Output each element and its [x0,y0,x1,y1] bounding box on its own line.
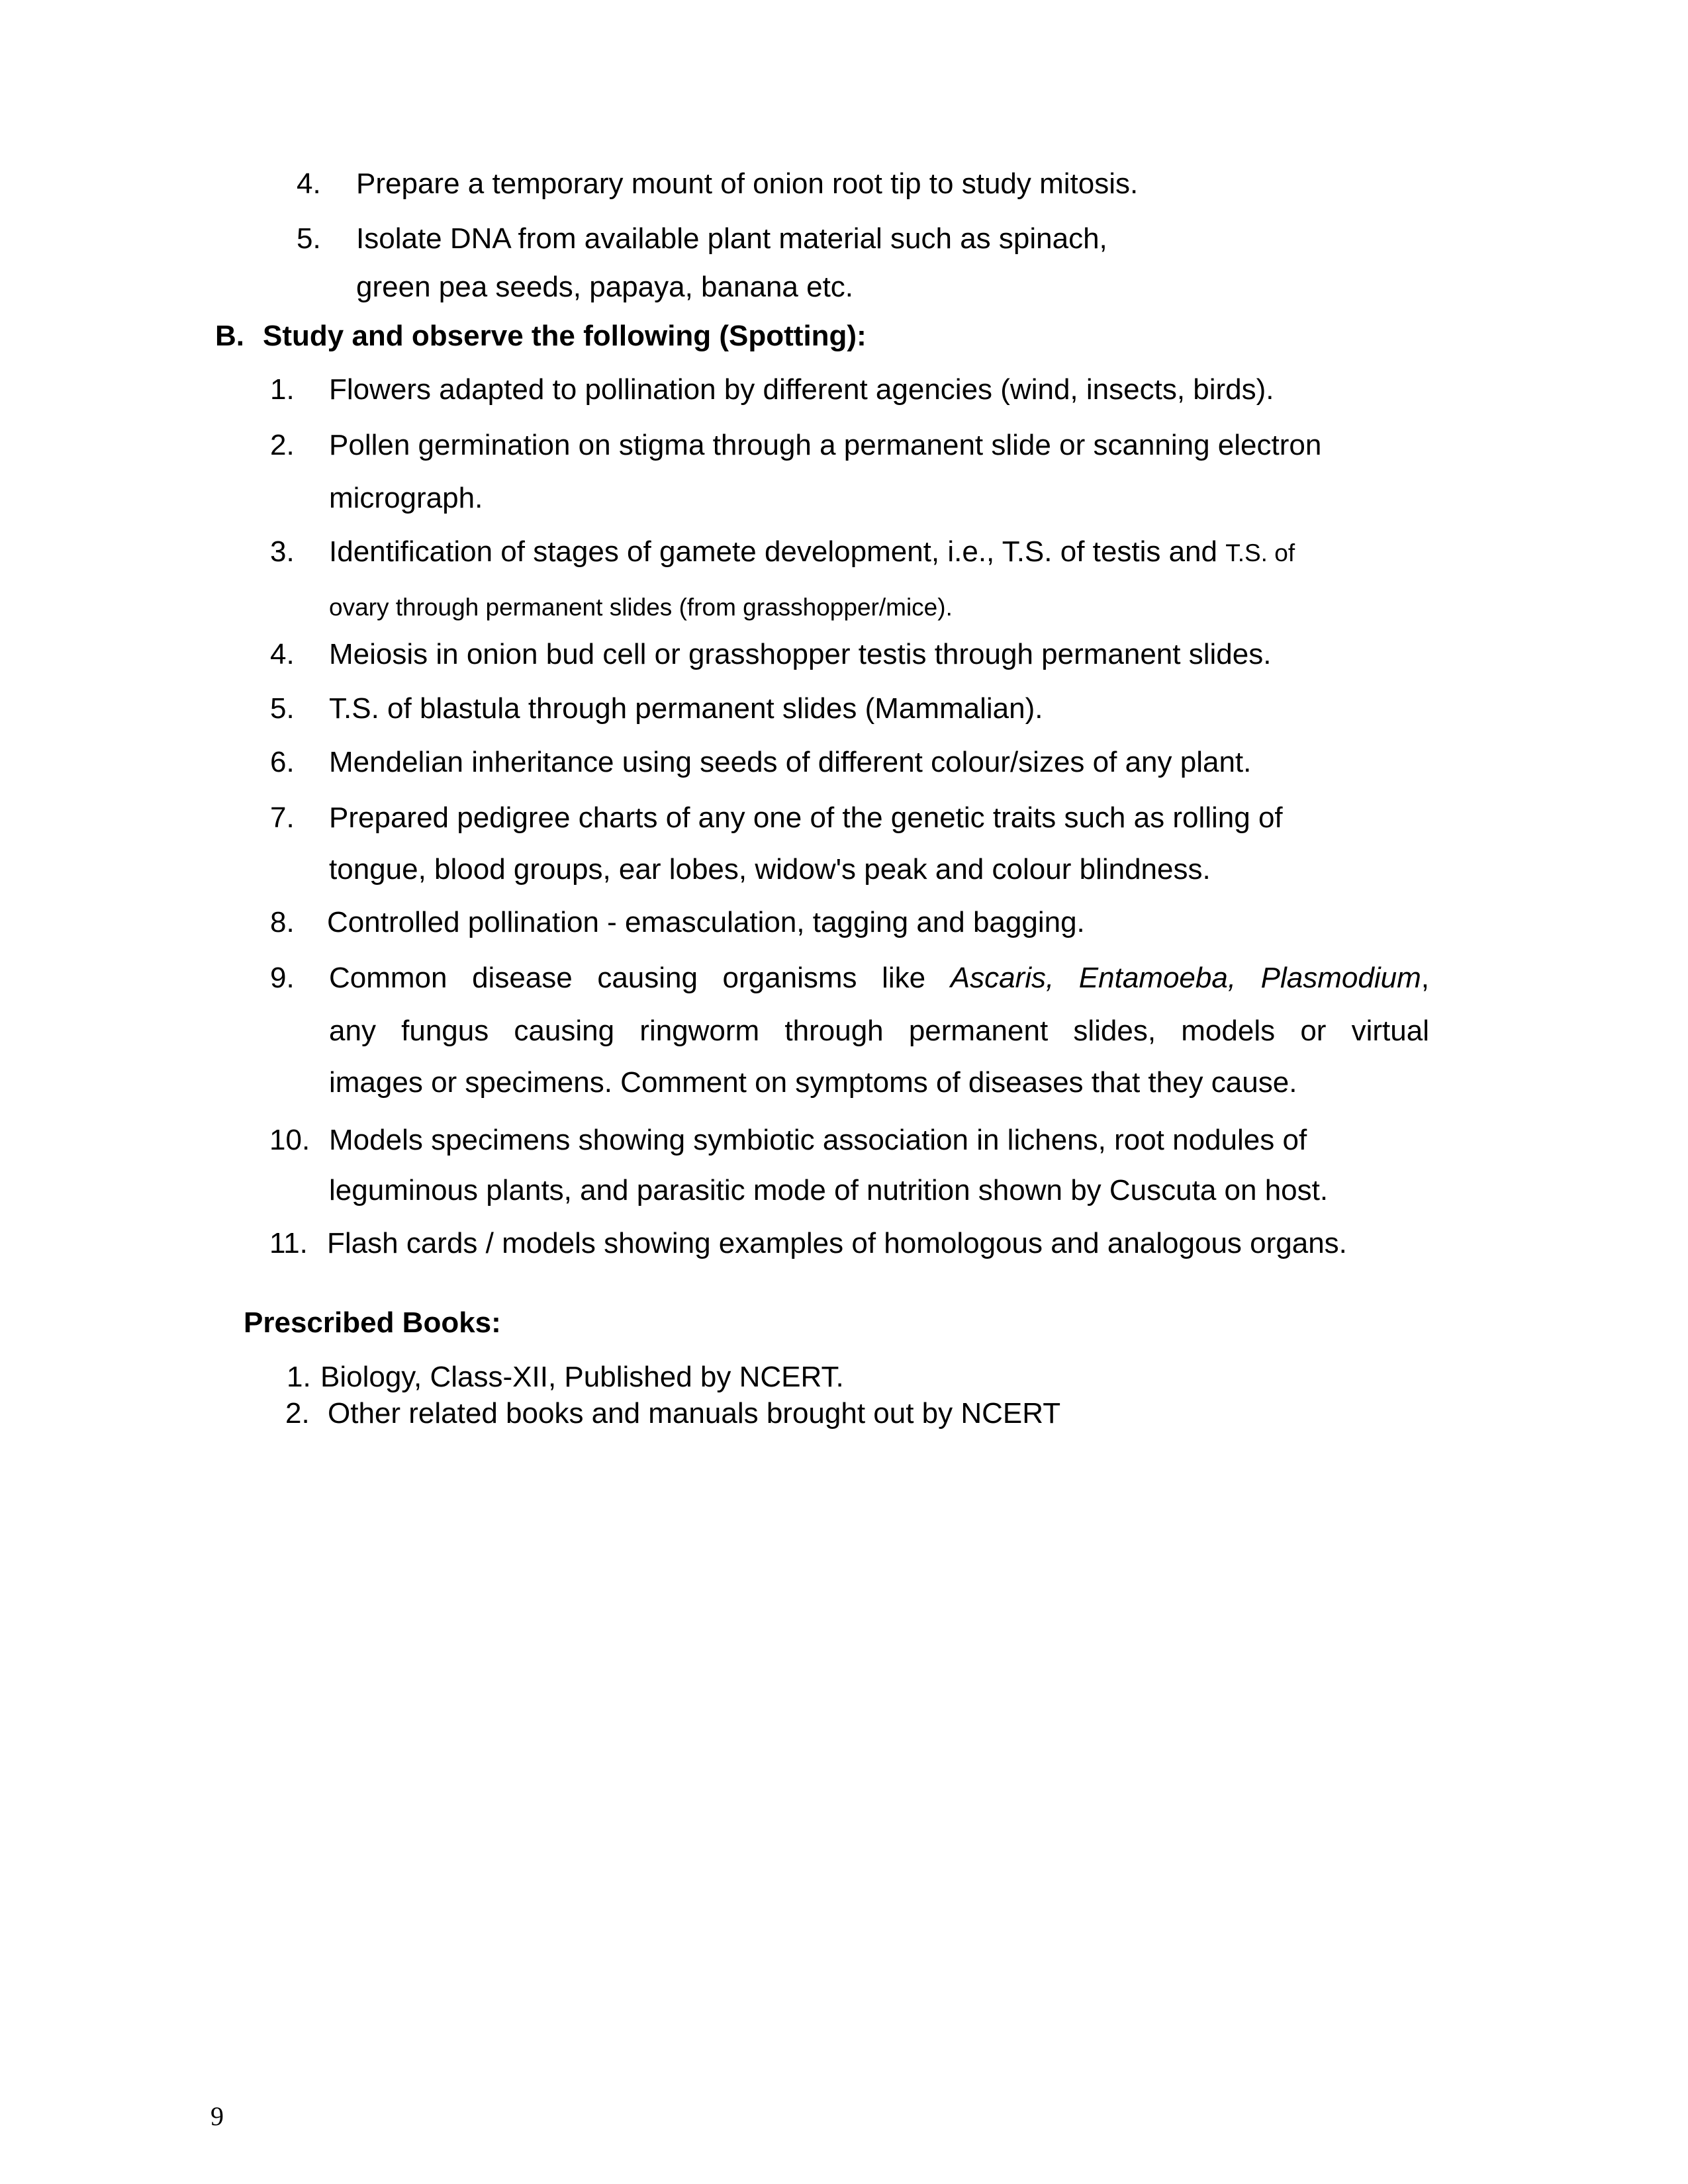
item-number: 5. [297,222,321,255]
item-number: 7. [270,801,295,834]
item-text: Mendelian inheritance using seeds of different colour/sizes of any plant. [329,746,1252,778]
organism-ascaris: Ascaris, [950,962,1055,994]
page-number: 9 [211,2101,224,2131]
item-text-suffix: , [1421,962,1429,994]
item-number: 10. [269,1124,310,1156]
item-number: 2. [270,429,295,461]
book-title: Other related books and manuals brought out by NCERT [328,1397,1061,1430]
item-number: 6. [270,746,295,778]
book-title: Biology, Class-XII, Published by NCERT. [320,1361,844,1393]
item-text-prefix: Common disease causing organisms like [329,962,926,994]
item-number: 11. [269,1227,308,1259]
book-number: 1. [287,1361,311,1393]
item-text-main: Identification of stages of gamete development, i.e., T.S. of testis and [329,535,1217,568]
item-text-line-1 [329,537,1295,568]
item-text-line-1 [329,964,1429,993]
item-text-line-2: any fungus causing ringworm through permanent slides, models or virtual [329,1015,1429,1047]
item-number: 8. [270,906,295,938]
organism-plasmodium: Plasmodium [1260,962,1421,994]
item-number: 3. [270,535,295,568]
item-text-line-2: micrograph. [329,482,483,514]
item-text-small-tail: T.S. of [1225,539,1295,567]
item-text: Controlled pollination - emasculation, tagging and bagging. [327,906,1085,938]
item-number: 4. [270,638,295,670]
book-number: 2. [285,1397,310,1430]
item-number: 9. [270,962,295,994]
item-text-line-1: Prepared pedigree charts of any one of the genetic traits such as rolling of [329,801,1283,834]
organism-entamoeba: Entamoeba, [1078,962,1237,994]
section-letter: B. [215,320,244,352]
item-text-line-1: Models specimens showing symbiotic association in lichens, root nodules of [329,1124,1307,1156]
item-text-line-2: tongue, blood groups, ear lobes, widow's peak and colour blindness. [329,853,1211,886]
item-text: T.S. of blastula through permanent slides (Mammalian). [329,692,1043,725]
section-title: Study and observe the following (Spotting): [263,320,867,352]
item-text: Meiosis in onion bud cell or grasshopper testis through permanent slides. [329,638,1272,670]
item-number: 1. [270,373,295,406]
item-number: 5. [270,692,295,725]
item-text: Flash cards / models showing examples of homologous and analogous organs. [327,1227,1347,1259]
item-text-line-1: Isolate DNA from available plant material such as spinach, [356,222,1107,255]
item-text-line-2: green pea seeds, papaya, banana etc. [356,271,854,303]
prescribed-books-heading: Prescribed Books: [244,1306,501,1339]
item-text: Flowers adapted to pollination by different agencies (wind, insects, birds). [329,373,1274,406]
item-text: Prepare a temporary mount of onion root tip to study mitosis. [356,167,1139,200]
item-text-line-2: leguminous plants, and parasitic mode of nutrition shown by Cuscuta on host. [329,1174,1329,1206]
item-text-line-2: ovary through permanent slides (from grasshopper/mice). [329,594,953,621]
item-text-line-3: images or specimens. Comment on symptoms of diseases that they cause. [329,1066,1297,1099]
item-text-line-1: Pollen germination on stigma through a permanent slide or scanning electron [329,429,1322,461]
item-number: 4. [297,167,321,200]
